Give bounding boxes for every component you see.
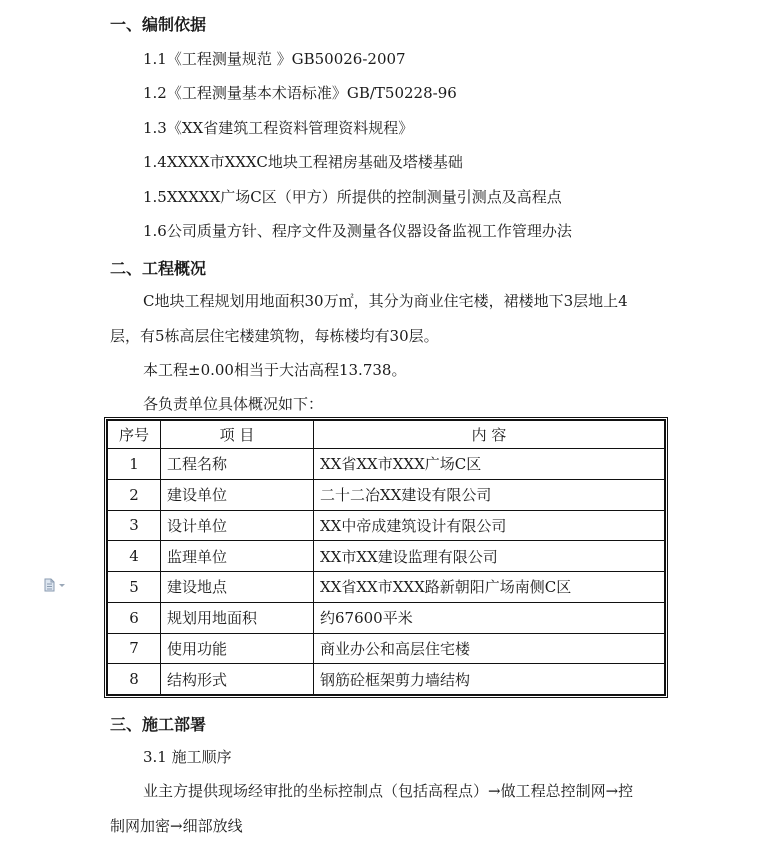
overview-paragraph-line-1: C地块工程规划用地面积30万㎡，其分为商业住宅楼，裙楼地下3层地上4 (143, 292, 628, 310)
basis-item-2: 1.2《工程测量基本术语标准》GB/T50228-96 (143, 84, 457, 102)
row-number: 4 (108, 541, 161, 572)
table-row (108, 510, 665, 541)
row-content: 钢筋砼框架剪力墙结构 (314, 664, 665, 695)
document-icon[interactable] (44, 578, 68, 592)
row-item: 设计单位 (161, 510, 314, 541)
row-number: 7 (108, 633, 161, 664)
row-number: 2 (108, 479, 161, 510)
basis-item-6: 1.6公司质量方针、程序文件及测量各仪器设备监视工作管理办法 (143, 222, 572, 240)
row-item: 监理单位 (161, 541, 314, 572)
table-row (108, 664, 665, 695)
row-number: 1 (108, 449, 161, 480)
table-row (108, 602, 665, 633)
row-item: 建设单位 (161, 479, 314, 510)
project-info-table (104, 417, 668, 698)
header-content: 内 容 (314, 421, 665, 449)
row-item: 结构形式 (161, 664, 314, 695)
section-heading-2: 二、工程概况 (110, 259, 207, 278)
row-number: 6 (108, 602, 161, 633)
sequence-paragraph-line-2: 制网加密→细部放线 (110, 817, 243, 835)
section-heading-1: 一、编制依据 (110, 15, 207, 34)
row-item: 建设地点 (161, 572, 314, 603)
table-row (108, 572, 665, 603)
row-content: 约67600平米 (314, 602, 665, 633)
table-row (108, 479, 665, 510)
section-heading-3: 三、施工部署 (110, 715, 207, 734)
row-item: 规划用地面积 (161, 602, 314, 633)
header-number: 序号 (108, 421, 161, 449)
row-content: 二十二冶XX建设有限公司 (314, 479, 665, 510)
construction-sequence-subheading: 3.1 施工顺序 (143, 748, 232, 766)
basis-item-1: 1.1《工程测量规范 》GB50026-2007 (143, 50, 406, 68)
units-intro: 各负责单位具体概况如下： (143, 395, 324, 413)
row-content: XX中帝成建筑设计有限公司 (314, 510, 665, 541)
row-item: 使用功能 (161, 633, 314, 664)
sequence-paragraph-line-1: 业主方提供现场经审批的坐标控制点（包括高程点）→做工程总控制网→控 (143, 782, 634, 800)
row-content: XX市XX建设监理有限公司 (314, 541, 665, 572)
header-item: 项 目 (161, 421, 314, 449)
row-content: 商业办公和高层住宅楼 (314, 633, 665, 664)
table-header-row (108, 421, 665, 449)
table-row (108, 449, 665, 480)
row-number: 3 (108, 510, 161, 541)
basis-item-5: 1.5XXXXX广场C区（甲方）所提供的控制测量引测点及高程点 (143, 188, 562, 206)
row-number: 8 (108, 664, 161, 695)
table-row (108, 633, 665, 664)
elevation-paragraph: 本工程±0.00相当于大沽高程13.738。 (143, 361, 407, 379)
basis-item-3: 1.3《XX省建筑工程资料管理资料规程》 (143, 119, 414, 137)
row-content: XX省XX市XXX广场C区 (314, 449, 665, 480)
basis-item-4: 1.4XXXX市XXXC地块工程裙房基础及塔楼基础 (143, 153, 463, 171)
row-item: 工程名称 (161, 449, 314, 480)
row-number: 5 (108, 572, 161, 603)
row-content: XX省XX市XXX路新朝阳广场南侧C区 (314, 572, 665, 603)
overview-paragraph-line-2: 层，有5栋高层住宅楼建筑物，每栋楼均有30层。 (110, 327, 439, 345)
table-row (108, 541, 665, 572)
